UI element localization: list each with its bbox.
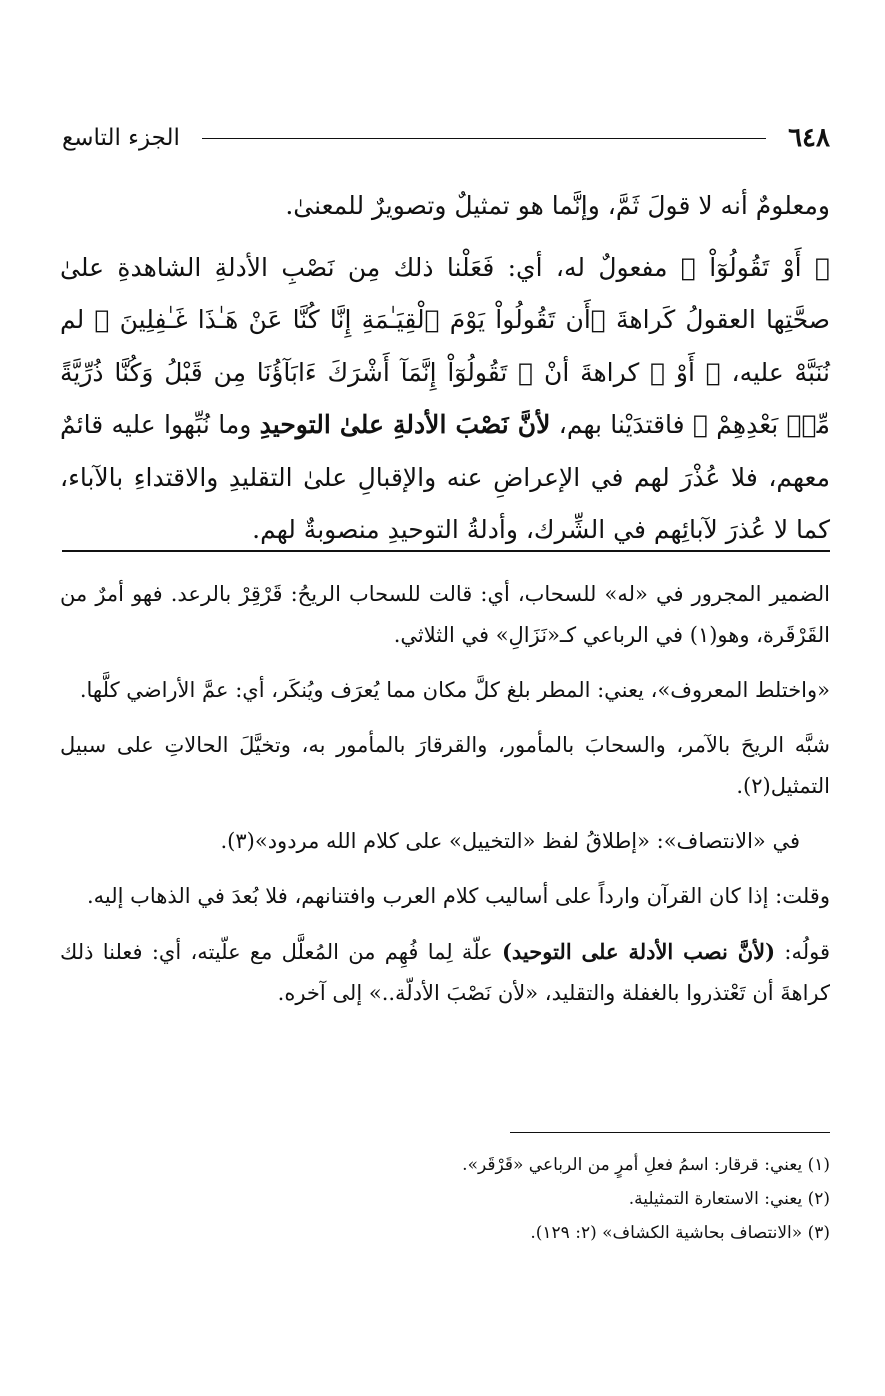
commentary-paragraph: وقلت: إذا كان القرآن وارداً على أساليب كلام العرب وافتنانهم، فلا بُعدَ في الذهاب إليه.: [86, 884, 830, 908]
commentary: [60, 574, 830, 1028]
page-number: ٦٤٨: [788, 123, 830, 153]
bold-lemma: لأنَّ نَصْبَ الأدلةِ علىٰ التوحيدِ: [259, 410, 551, 439]
main-text-run: وما نُبِّهوا عليه قائمٌ معهم، فلا عُذْرَ لهم في الإعراضِ عنه والإقبالِ علىٰ التقليدِ والاقتداءِ بالآباء، كما لا عُذرَ لآبائِهم في الشِّرك، وأدلةُ التوحيدِ منصوبةٌ لهم.: [60, 410, 830, 544]
main-text-run: مفعولٌ له، أي: فَعَلْنا ذلك مِن نَصْبِ الأدلةِ الشاهدةِ علىٰ صحَّتِها العقولُ كَراهةَ: [60, 252, 831, 334]
footnote-divider: [510, 1132, 830, 1133]
footnote: (١) يعني: قرقار: اسمُ فعلِ أمرٍ من الرباعي «قَرْقَر».: [462, 1155, 830, 1175]
main-text-run: كراهةَ أنْ: [533, 357, 651, 387]
main-text: [60, 180, 830, 557]
bold-lemma: (لأنَّ نصب الأدلة على التوحيد): [501, 939, 776, 964]
commentary-lead: قولُه:: [775, 940, 830, 964]
footnote: (٢) يعني: الاستعارة التمثيلية.: [628, 1189, 830, 1209]
commentary-paragraph: [60, 931, 830, 1014]
commentary-divider: [62, 550, 830, 552]
commentary-text-run: علّة لِما فُهِم من المُعلَّل مع علّيته، أي: فعلنا ذلك كراهةَ أن تَعْتذروا بالغفلة والتقليد، «لأن نَصْبَ الأدلّة..» إلى آخره.: [60, 940, 830, 1005]
quran-quote: ﴿ تَقُولُوٓاْ إِنَّمَآ أَشْرَكَ ءَابَآؤُنَا مِن قَبْلُ وَكُنَّا ذُرِّيَّةً مِّنۢ بَعْدِهِمْ ﴾: [60, 357, 830, 439]
quran-quote: ﴿أَن تَقُولُواْ يَوْمَ ٱلْقِيَـٰمَةِ إِنَّا كُنَّا عَنْ هَـٰذَا غَـٰفِلِينَ ﴾: [94, 305, 606, 334]
commentary-paragraph: «واختلط المعروف»، يعني: المطر بلغ كلَّ مكان مما يُعرَف ويُنكَر، أي: عمَّ الأراضي كلَّها.: [79, 678, 830, 702]
main-paragraph-2: [60, 242, 830, 557]
quran-quote: ﴿ أَوْ تَقُولُوٓاْ ﴾: [680, 252, 830, 282]
main-text-run: لم نُنَبَّهْ عليه،: [60, 305, 830, 387]
commentary-paragraph: شبَّه الريحَ بالآمر، والسحابَ بالمأمور، والقرقارَ بالمأمور به، وتخيَّلَ الحالاتِ على سبيل التمثيل(٢).: [60, 733, 830, 798]
commentary-paragraph: الضمير المجرور في «له» للسحاب، أي: قالت للسحاب الريحُ: قَرْقِرْ بالرعد. فهو أمرٌ من القَرْقَرة، وهو(١) في الرباعي كـ«نَزَالِ» في الثلاثي.: [60, 582, 830, 647]
page-header: [62, 118, 830, 158]
footnotes: [60, 1148, 830, 1250]
running-head: الجزء التاسع: [62, 125, 180, 151]
quran-quote: ﴿ أَوْ ﴾: [650, 357, 721, 387]
main-paragraph-1: ومعلومٌ أنه لا قولَ ثَمَّ، وإنَّما هو تمثيلٌ وتصويرٌ للمعنىٰ.: [285, 191, 830, 220]
main-text-run: فاقتدَيْنا بهم،: [550, 410, 693, 439]
footnote: (٣) «الانتصاف بحاشية الكشاف» (٢: ١٢٩).: [530, 1223, 830, 1243]
header-rule: [202, 138, 766, 139]
commentary-paragraph: في «الانتصاف»: «إطلاقُ لفظ «التخييل» على كلام الله مردود»(٣).: [220, 829, 800, 853]
